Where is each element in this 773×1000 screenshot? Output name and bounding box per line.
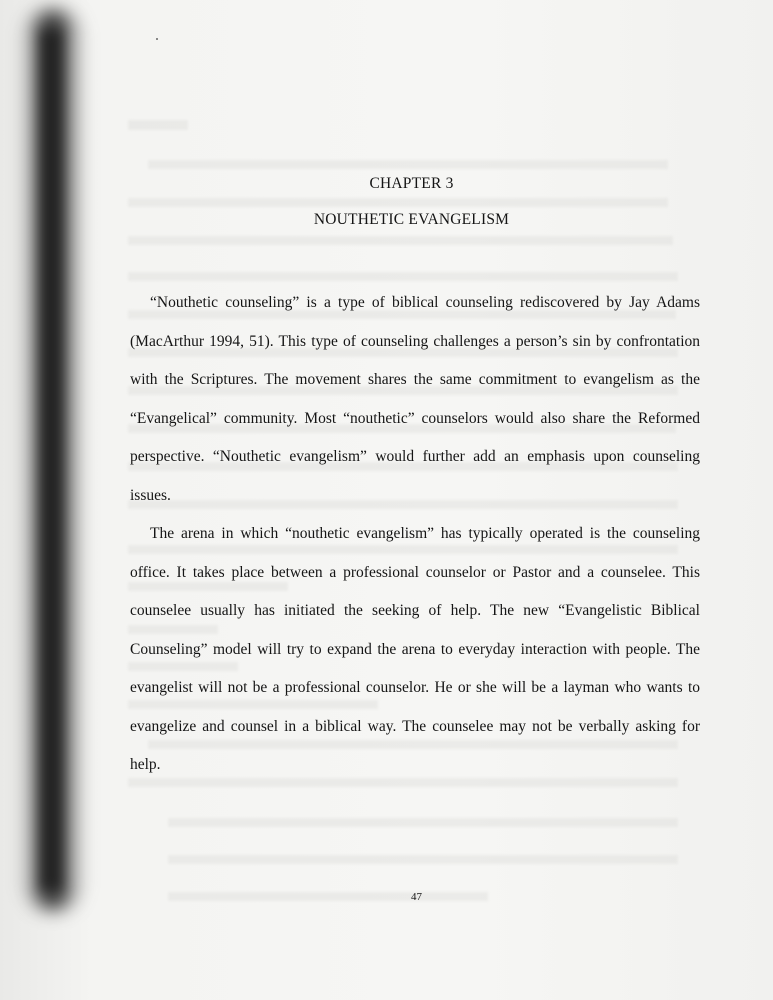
chapter-label: CHAPTER 3 [369,175,454,192]
paragraph: “Nouthetic counseling” is a type of biblical counseling rediscovered by Jay Adams (MacArthur 1994, 51). This type of counseling challenges a person’s sin by confrontation with the Scriptures. The movement shares the same commitment to evangelism as the “Evangelical” community. Most “nouthetic” counselors would also share the Reformed perspective. “Nouthetic evangelism” would further add an emphasis upon counseling issues. [130,294,700,504]
paragraph: The arena in which “nouthetic evangelism” has typically operated is the counseling office. It takes place between a professional counselor or Pastor and a counselee. This counselee usually has initiated the seeking of help. The new “Evangelistic Biblical Counseling” model will try to expand the arena to everyday interaction with people. The evangelist will not be a professional counselor. He or she will be a layman who wants to evangelize and counsel in a biblical way. The counselee may not be verbally asking for help. [130,525,700,773]
page-number: 47 [411,891,422,903]
paragraph-1-container [130,284,700,515]
chapter-title: NOUTHETIC EVANGELISM [313,211,510,228]
binding-shadow-core [40,30,62,890]
paragraph-2-container [130,515,700,785]
scan-speck [156,38,158,40]
